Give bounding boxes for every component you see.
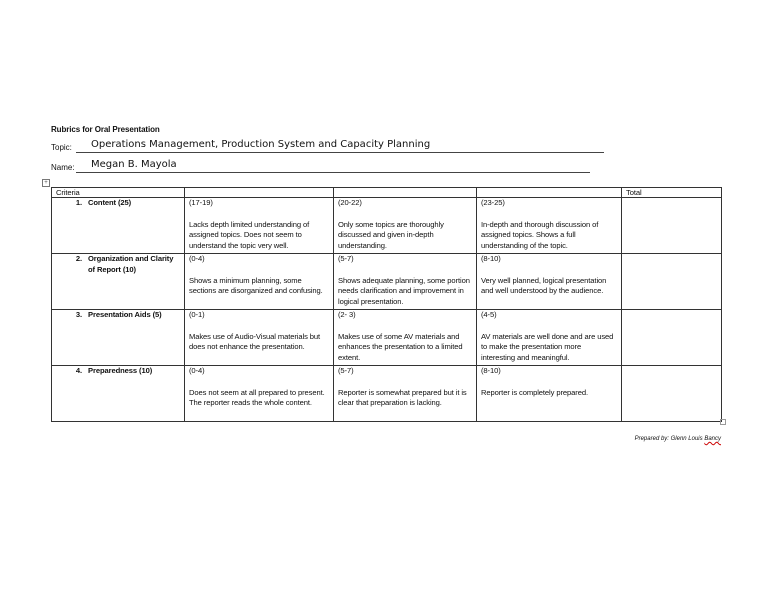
level-description: Reporter is somewhat prepared but it is clear that preparation is lacking. bbox=[338, 387, 467, 407]
rubric-table bbox=[51, 187, 722, 422]
header-cell[interactable] bbox=[477, 188, 622, 198]
level-cell[interactable] bbox=[334, 366, 477, 422]
total-header[interactable]: Total bbox=[622, 188, 722, 198]
level-cell[interactable] bbox=[185, 254, 334, 310]
prepared-by-label: Prepared by: Glenn Louis bbox=[634, 436, 703, 442]
total-cell[interactable] bbox=[622, 366, 722, 422]
total-cell[interactable] bbox=[622, 310, 722, 366]
table-row bbox=[52, 198, 722, 254]
prepared-by-author: Bancy bbox=[704, 436, 721, 442]
score-range: (20-22) bbox=[338, 198, 362, 207]
level-description: Makes use of some AV materials and enhances the presentation to a limited extent. bbox=[338, 331, 463, 362]
level-description: Reporter is completely prepared. bbox=[481, 387, 588, 397]
document-title: Rubrics for Oral Presentation bbox=[51, 125, 160, 134]
level-cell[interactable] bbox=[185, 366, 334, 422]
score-range: (0-4) bbox=[189, 366, 205, 375]
level-cell[interactable] bbox=[477, 198, 622, 254]
name-underline bbox=[76, 172, 590, 173]
topic-value[interactable]: Operations Management, Production System and Capacity Planning bbox=[91, 139, 431, 150]
level-description: Does not seem at all prepared to present. The reporter reads the whole content. bbox=[189, 387, 325, 407]
criterion-label: Organization and Clarity of Report (10) bbox=[88, 254, 174, 274]
criterion-cell[interactable] bbox=[52, 254, 185, 310]
topic-field-row bbox=[51, 137, 611, 152]
table-row bbox=[52, 310, 722, 366]
level-description: Very well planned, logical presentation and well understood by the audience. bbox=[481, 275, 607, 295]
criterion-number: 1. bbox=[75, 198, 82, 207]
total-cell[interactable] bbox=[622, 254, 722, 310]
header-cell[interactable] bbox=[185, 188, 334, 198]
score-range: (2- 3) bbox=[338, 310, 356, 319]
level-description: Only some topics are thoroughly discussed and given in-depth understanding. bbox=[338, 219, 444, 250]
level-cell[interactable] bbox=[334, 254, 477, 310]
criterion-number: 4. bbox=[75, 366, 82, 375]
level-cell[interactable] bbox=[185, 310, 334, 366]
level-cell[interactable] bbox=[477, 254, 622, 310]
criterion-cell[interactable] bbox=[52, 198, 185, 254]
header-cell[interactable] bbox=[334, 188, 477, 198]
level-description: Shows adequate planning, some portion needs clarification and improvement in logical presentation. bbox=[338, 275, 470, 306]
score-range: (8-10) bbox=[481, 254, 501, 263]
score-range: (4-5) bbox=[481, 310, 497, 319]
total-cell[interactable] bbox=[622, 198, 722, 254]
criterion-label: Preparedness (10) bbox=[88, 366, 153, 375]
score-range: (5-7) bbox=[338, 254, 354, 263]
criterion-number: 2. bbox=[75, 254, 82, 263]
score-range: (17-19) bbox=[189, 198, 213, 207]
criteria-header[interactable]: Criteria bbox=[52, 188, 185, 198]
level-description: Makes use of Audio-Visual materials but does not enhance the presentation. bbox=[189, 331, 321, 351]
table-resize-handle-icon[interactable] bbox=[720, 419, 726, 425]
score-range: (5-7) bbox=[338, 366, 354, 375]
level-description: In-depth and thorough discussion of assigned topics. Shows a full understanding of the topic. bbox=[481, 219, 599, 250]
table-move-handle-icon[interactable]: + bbox=[42, 179, 50, 187]
criterion-label: Content (25) bbox=[88, 198, 132, 207]
criterion-number: 3. bbox=[75, 310, 82, 319]
level-description: Lacks depth limited understanding of assigned topics. Does not seem to understand the topic very well. bbox=[189, 219, 310, 250]
name-value[interactable]: Megan B. Mayola bbox=[91, 159, 177, 170]
level-cell[interactable] bbox=[477, 366, 622, 422]
score-range: (0-4) bbox=[189, 254, 205, 263]
level-description: AV materials are well done and are used to make the presentation more interesting and meaningful. bbox=[481, 331, 614, 362]
table-row bbox=[52, 254, 722, 310]
level-cell[interactable] bbox=[477, 310, 622, 366]
topic-underline bbox=[76, 152, 604, 153]
criterion-label: Presentation Aids (5) bbox=[88, 310, 162, 319]
name-field-row bbox=[51, 157, 611, 172]
score-range: (23-25) bbox=[481, 198, 505, 207]
level-cell[interactable] bbox=[334, 310, 477, 366]
level-cell[interactable] bbox=[185, 198, 334, 254]
name-label: Name: bbox=[51, 163, 75, 172]
score-range: (8-10) bbox=[481, 366, 501, 375]
table-header-row bbox=[52, 188, 722, 198]
table-row bbox=[52, 366, 722, 422]
score-range: (0-1) bbox=[189, 310, 205, 319]
level-cell[interactable] bbox=[334, 198, 477, 254]
criterion-cell[interactable] bbox=[52, 366, 185, 422]
prepared-by-note bbox=[635, 436, 721, 442]
level-description: Shows a minimum planning, some sections are disorganized and confusing. bbox=[189, 275, 323, 295]
criterion-cell[interactable] bbox=[52, 310, 185, 366]
topic-label: Topic: bbox=[51, 143, 72, 152]
